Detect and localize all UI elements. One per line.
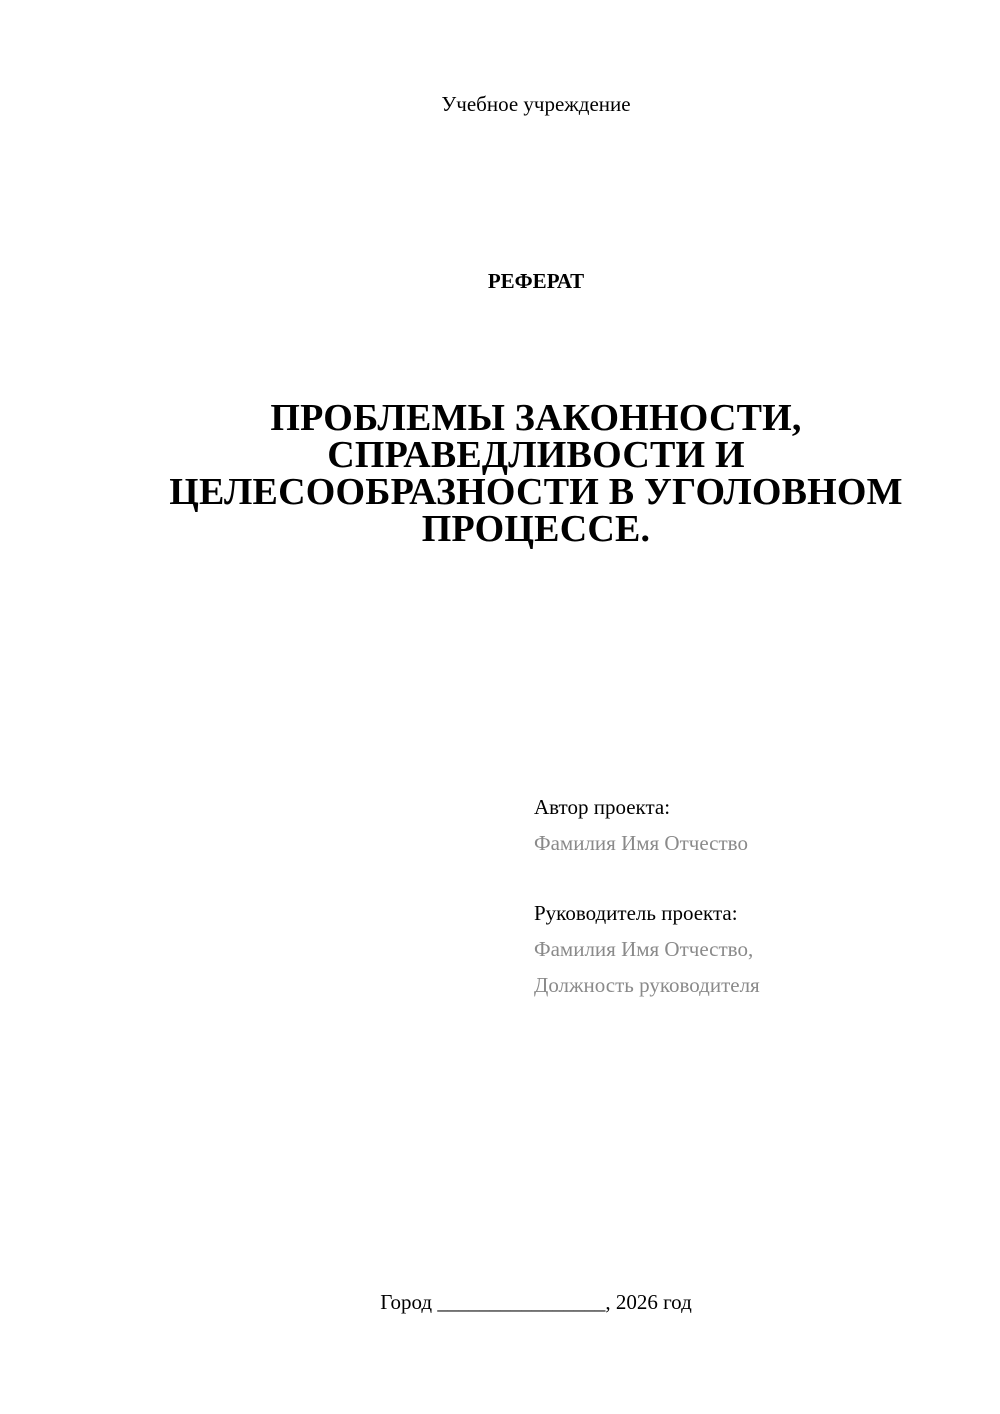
title-line: ПРОБЛЕМЫ ЗАКОННОСТИ,	[270, 397, 802, 439]
supervisor-name: Фамилия Имя Отчество,	[534, 937, 754, 961]
document-title	[120, 397, 952, 550]
document-type: РЕФЕРАТ	[487, 269, 585, 293]
credits-block	[534, 789, 760, 1003]
title-line: ЦЕЛЕСООБРАЗНОСТИ В УГОЛОВНОМ	[169, 471, 903, 513]
city-year-footer: Город ________________, 2026 год	[380, 1290, 692, 1314]
supervisor-position: Должность руководителя	[534, 973, 760, 997]
title-line: СПРАВЕДЛИВОСТИ И	[327, 434, 745, 476]
author-name: Фамилия Имя Отчество	[534, 831, 748, 855]
author-label: Автор проекта:	[534, 795, 671, 819]
supervisor-label: Руководитель проекта:	[534, 901, 738, 925]
institution-name: Учебное учреждение	[441, 92, 631, 116]
title-line: ПРОЦЕССЕ.	[421, 508, 651, 550]
credits-gap	[534, 861, 760, 895]
